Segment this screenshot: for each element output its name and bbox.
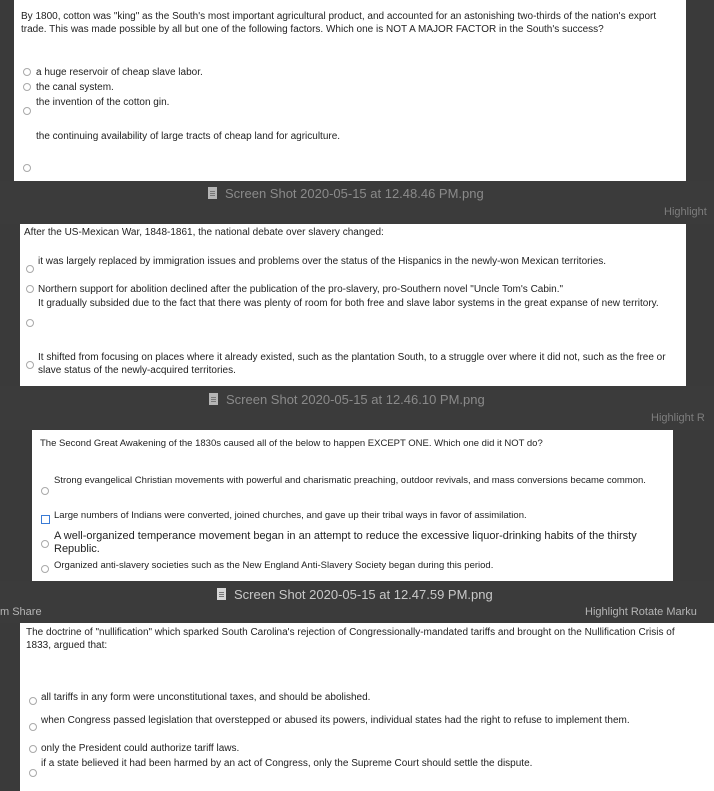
radio-button[interactable]: [23, 68, 31, 76]
window-title: Screen Shot 2020-05-15 at 12.46.10 PM.png: [209, 392, 485, 407]
question-text: The doctrine of "nullification" which sparked South Carolina's rejection of Congressionally-mandated tariffs and brought on the Nullification Crisis of 1833, argued that:: [26, 627, 675, 651]
radio-button[interactable]: [29, 769, 37, 777]
radio-button[interactable]: [41, 540, 49, 548]
radio-button[interactable]: [26, 285, 34, 293]
window-title: Screen Shot 2020-05-15 at 12.48.46 PM.png: [208, 186, 484, 201]
radio-button[interactable]: [26, 319, 34, 327]
option-label: when Congress passed legislation that overstepped or abused its powers, individual states had the right to refuse to implement them.: [41, 715, 630, 726]
option-label: Strong evangelical Christian movements with powerful and charismatic preaching, outdoor revivals, and mass conversions became common.: [54, 475, 646, 486]
share-button[interactable]: m Share: [0, 606, 42, 618]
question-text: By 1800, cotton was "king" as the South's most important agricultural product, and accounted for an astonishing two-thirds of the nation's export trade. This was made possible by all but one of the following factors. Which one is NOT A MAJOR FACTOR in the South's success?: [21, 11, 657, 35]
option-label: A well-organized temperance movement began in an attempt to reduce the excessive liquor-drinking habits of the thirsty Republic.: [54, 530, 637, 555]
question-text: The Second Great Awakening of the 1830s caused all of the below to happen EXCEPT ONE. Which one did it NOT do?: [40, 438, 543, 449]
document-icon: [217, 588, 226, 600]
window-titlebar: [0, 386, 714, 430]
option-label: Northern support for abolition declined after the publication of the pro-slavery, pro-Southern novel "Uncle Tom's Cabin.": [38, 284, 564, 295]
radio-button[interactable]: [26, 361, 34, 369]
document-icon: [208, 187, 217, 199]
radio-button[interactable]: [29, 723, 37, 731]
option-label: a huge reservoir of cheap slave labor.: [36, 67, 203, 78]
option-label: the invention of the cotton gin.: [36, 97, 170, 108]
highlight-button[interactable]: Highlight R: [651, 412, 705, 424]
radio-button[interactable]: [41, 565, 49, 573]
radio-button[interactable]: [29, 697, 37, 705]
option-label: the continuing availability of large tracts of cheap land for agriculture.: [36, 131, 341, 142]
question-panel-4: [20, 623, 714, 791]
radio-button[interactable]: [41, 487, 49, 495]
question-panel-2: [20, 224, 686, 386]
option-label: if a state believed it had been harmed by an act of Congress, only the Supreme Court should settle the dispute.: [41, 758, 533, 769]
option-label: It gradually subsided due to the fact that there was plenty of room for both free and slave labor systems in the great expanse of new territory.: [38, 298, 659, 309]
radio-button[interactable]: [23, 107, 31, 115]
option-label: the canal system.: [36, 82, 114, 93]
radio-button[interactable]: [23, 164, 31, 172]
option-label: Organized anti-slavery societies such as the New England Anti-Slavery Society began during this period.: [54, 560, 494, 571]
question-text: After the US-Mexican War, 1848-1861, the national debate over slavery changed:: [24, 227, 384, 238]
checkbox[interactable]: [41, 515, 50, 524]
radio-button[interactable]: [29, 745, 37, 753]
window-titlebar: [0, 181, 714, 224]
option-label: all tariffs in any form were unconstitutional taxes, and should be abolished.: [41, 692, 371, 703]
window-titlebar: [0, 581, 714, 623]
option-label: It shifted from focusing on places where it already existed, such as the plantation South, to a struggle over where it did not, such as the free or slave status of the newly-acquired territories.: [38, 352, 666, 376]
option-label: only the President could authorize tariff laws.: [41, 743, 240, 754]
radio-button[interactable]: [23, 83, 31, 91]
question-panel-3: [32, 430, 673, 581]
highlight-button[interactable]: Highlight: [664, 206, 707, 218]
option-label: it was largely replaced by immigration issues and problems over the status of the Hispanics in the newly-won Mexican territories.: [38, 256, 607, 267]
option-label: Large numbers of Indians were converted, joined churches, and gave up their tribal ways in favor of assimilation.: [54, 510, 527, 521]
toolbar-actions[interactable]: Highlight Rotate Marku: [585, 606, 697, 618]
document-icon: [209, 393, 218, 405]
window-title: Screen Shot 2020-05-15 at 12.47.59 PM.png: [217, 587, 493, 602]
radio-button[interactable]: [26, 265, 34, 273]
question-panel-1: [14, 0, 686, 181]
